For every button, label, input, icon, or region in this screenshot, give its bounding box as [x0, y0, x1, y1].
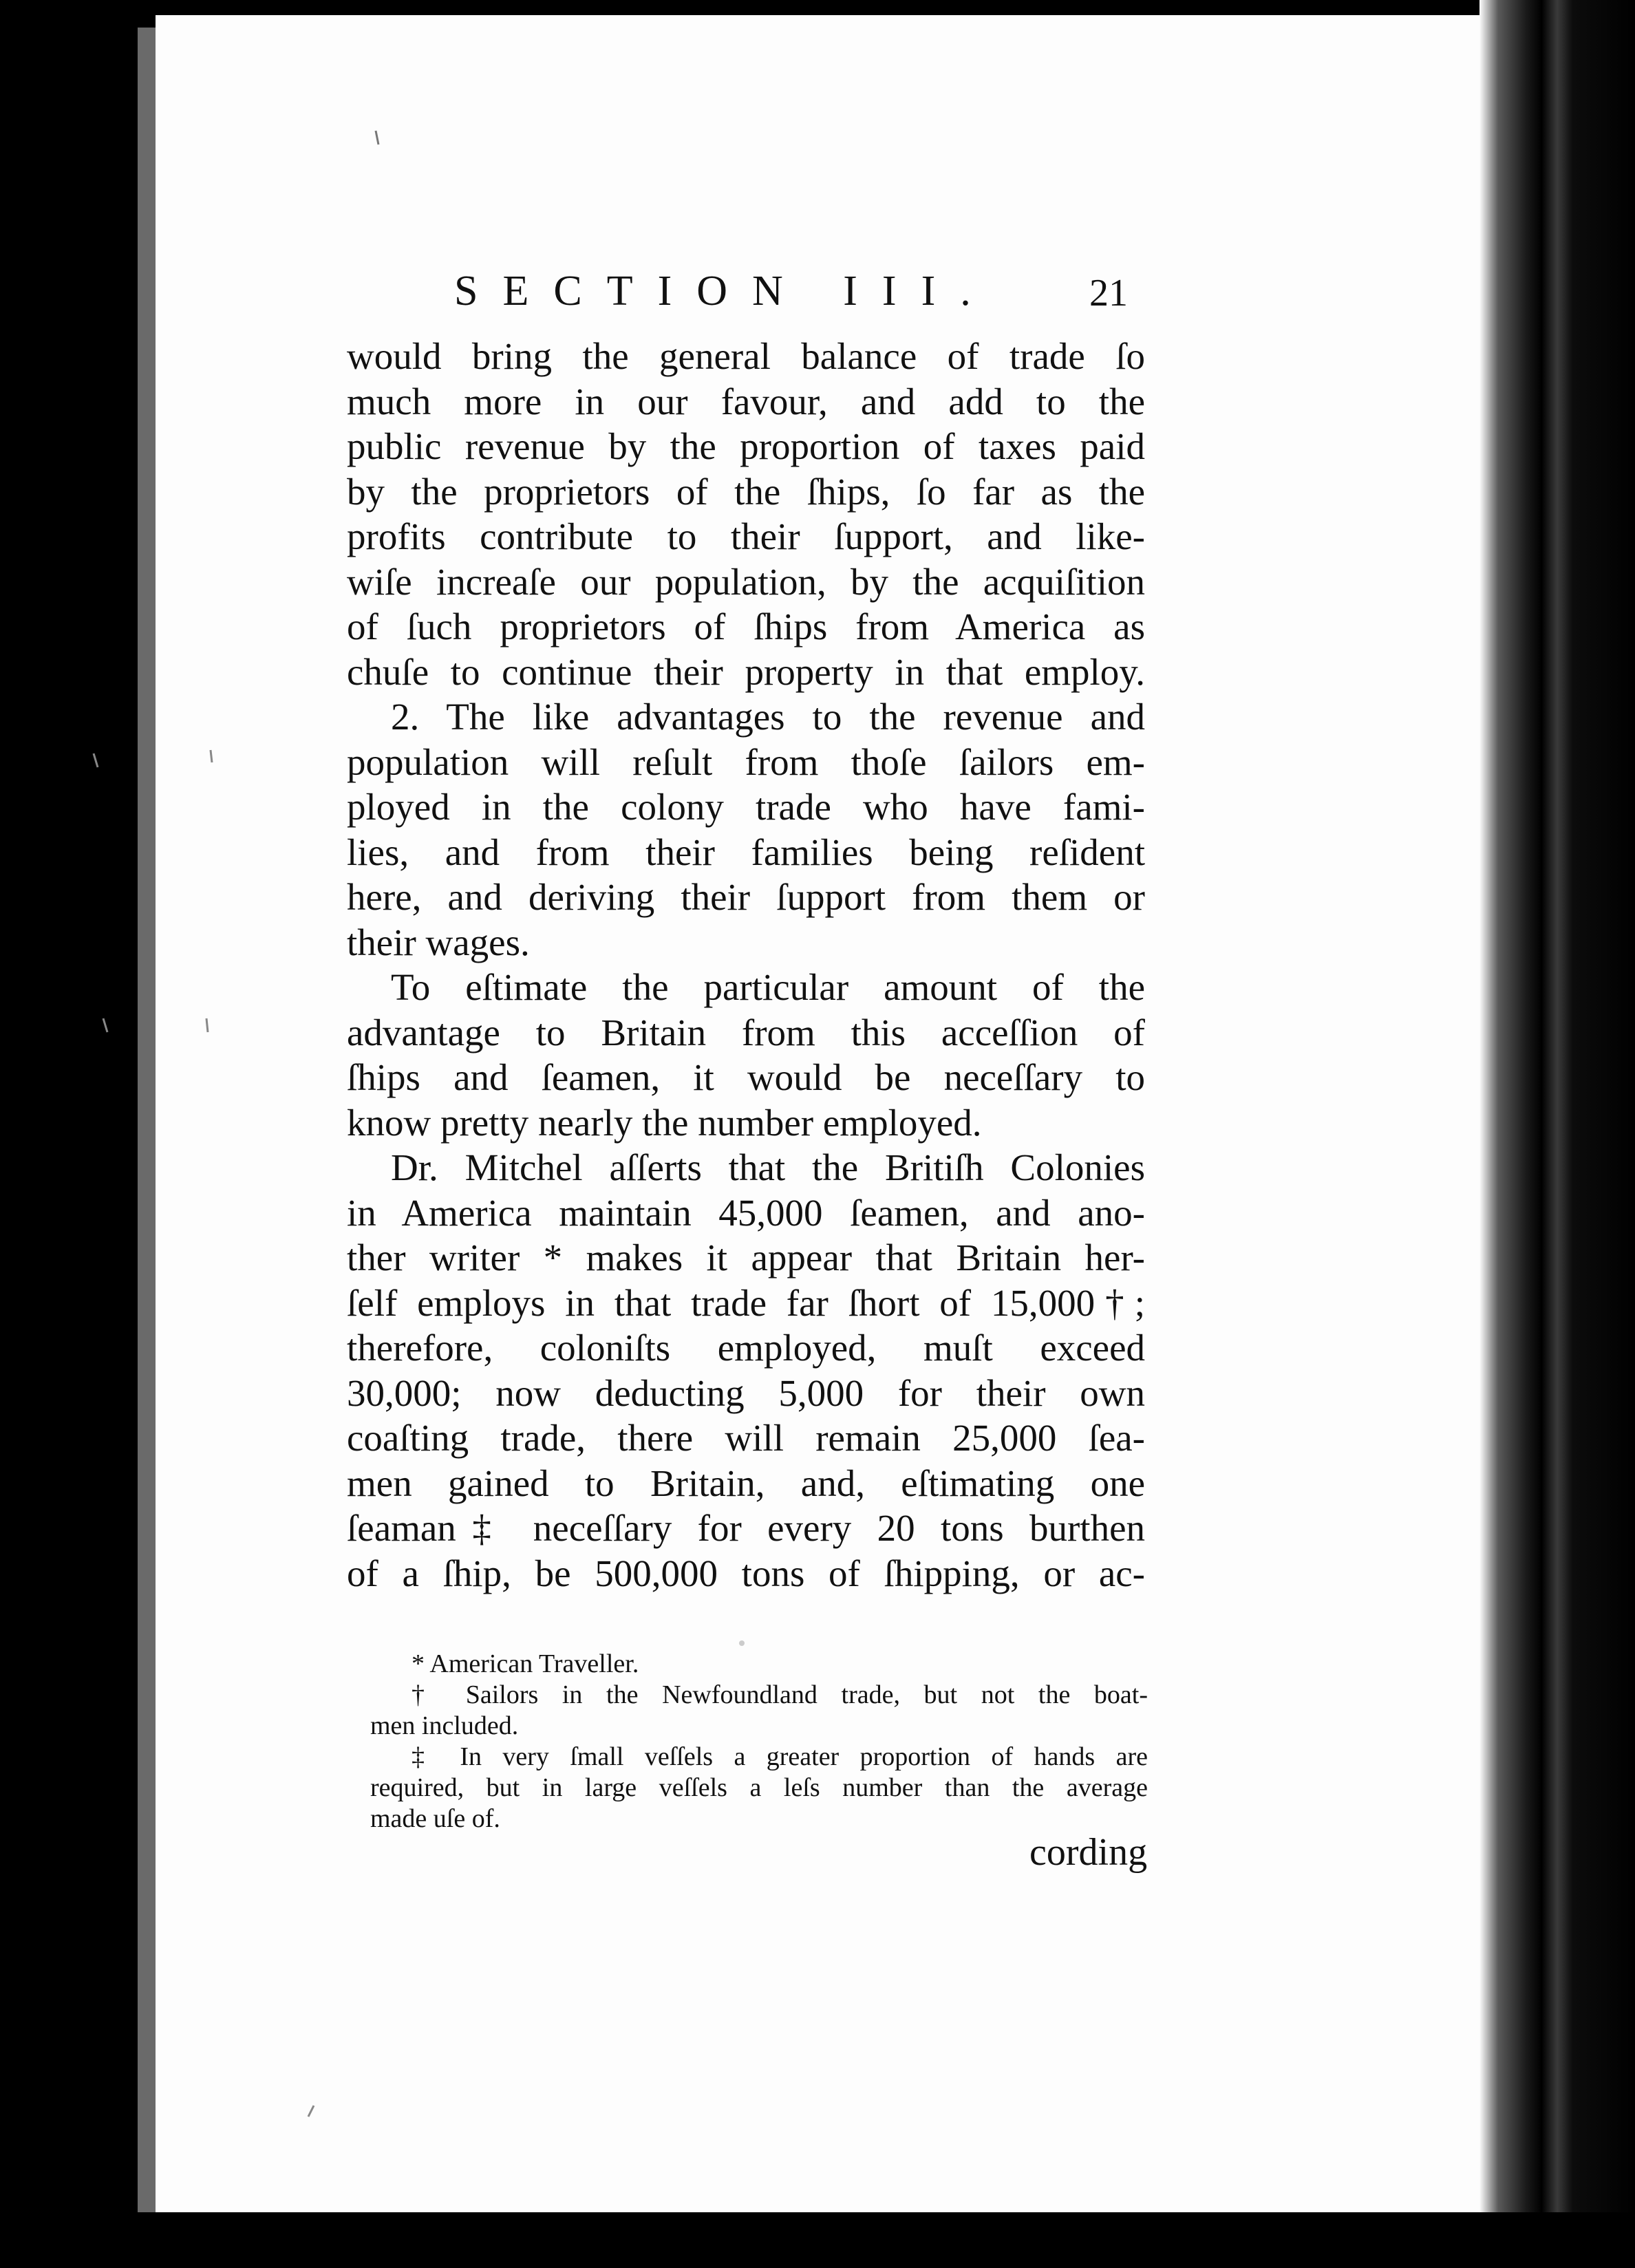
body-line: ſelf employs in that trade far ſhort of 15,000†;: [347, 1281, 1145, 1324]
body-line: public revenue by the proportion of taxes paid: [347, 425, 1145, 467]
speck-mark: [103, 1018, 107, 1032]
body-line: advantage to Britain from this acceſſion of: [347, 1011, 1145, 1053]
body-line: know pretty nearly the number employed.: [347, 1101, 982, 1144]
body-line: their wages.: [347, 921, 530, 963]
speck-dot: [739, 1640, 745, 1646]
body-line: here, and deriving their ſupport from them or: [347, 876, 1145, 918]
speck-mark: [211, 750, 212, 762]
body-line: lies, and from their families being reſident: [347, 831, 1145, 873]
body-line: profits contribute to their ſupport, and like-: [347, 515, 1145, 557]
body-line: of a ſhip, be 500,000 tons of ſhipping, or ac-: [347, 1552, 1145, 1594]
body-line: men gained to Britain, and, eſtimating one: [347, 1462, 1145, 1504]
body-line: of ſuch proprietors of ſhips from America as: [347, 606, 1145, 648]
body-line: population will reſult from thoſe ſailors em-: [347, 740, 1145, 783]
footnote-line: † Sailors in the Newfoundland trade, but not the boat-: [412, 1680, 1148, 1709]
speck-mark: [206, 1018, 208, 1032]
body-line: Dr. Mitchel aſſerts that the Britiſh Colonies: [391, 1146, 1145, 1188]
body-line: 2. The like advantages to the revenue and: [391, 696, 1145, 738]
body-line: wiſe increaſe our population, by the acquiſition: [347, 560, 1145, 603]
body-line: in America maintain 45,000 ſeamen, and ano-: [347, 1191, 1145, 1234]
footnote-line: made uſe of.: [370, 1804, 500, 1833]
body-line: ſhips and ſeamen, it would be neceſſary to: [347, 1056, 1145, 1098]
body-line: much more in our favour, and add to the: [347, 380, 1145, 422]
footnote-line: men included.: [370, 1711, 519, 1740]
footnote-line: required, but in large veſſels a leſs number than the average: [370, 1773, 1148, 1802]
footnote-line: * American Traveller.: [412, 1649, 639, 1678]
body-line: ployed in the colony trade who have fami-: [347, 786, 1145, 828]
body-line: by the proprietors of the ſhips, ſo far as the: [347, 470, 1145, 513]
body-line: ſeaman‡ neceſſary for every 20 tons burthen: [347, 1507, 1145, 1549]
speck-mark: [376, 131, 378, 145]
speck-mark: [94, 753, 98, 767]
speck-mark: [308, 2106, 314, 2117]
running-head: SECTION III.: [454, 268, 996, 314]
body-line: coaſting trade, there will remain 25,000 ſea-: [347, 1417, 1145, 1459]
body-line: would bring the general balance of trade ſo: [347, 335, 1145, 377]
page-number: 21: [1089, 272, 1128, 314]
footnote-line: ‡ In very ſmall veſſels a greater proportion of hands are: [412, 1742, 1148, 1771]
body-line: 30,000; now deducting 5,000 for their own: [347, 1371, 1145, 1414]
catchword: cording: [1029, 1831, 1148, 1874]
body-line: To eſtimate the particular amount of the: [391, 966, 1145, 1008]
body-line: ther writer * makes it appear that Britain her-: [347, 1237, 1145, 1279]
body-line: chuſe to continue their property in that employ.: [347, 650, 1145, 693]
body-line: therefore, coloniſts employed, muſt exceed: [347, 1327, 1145, 1369]
